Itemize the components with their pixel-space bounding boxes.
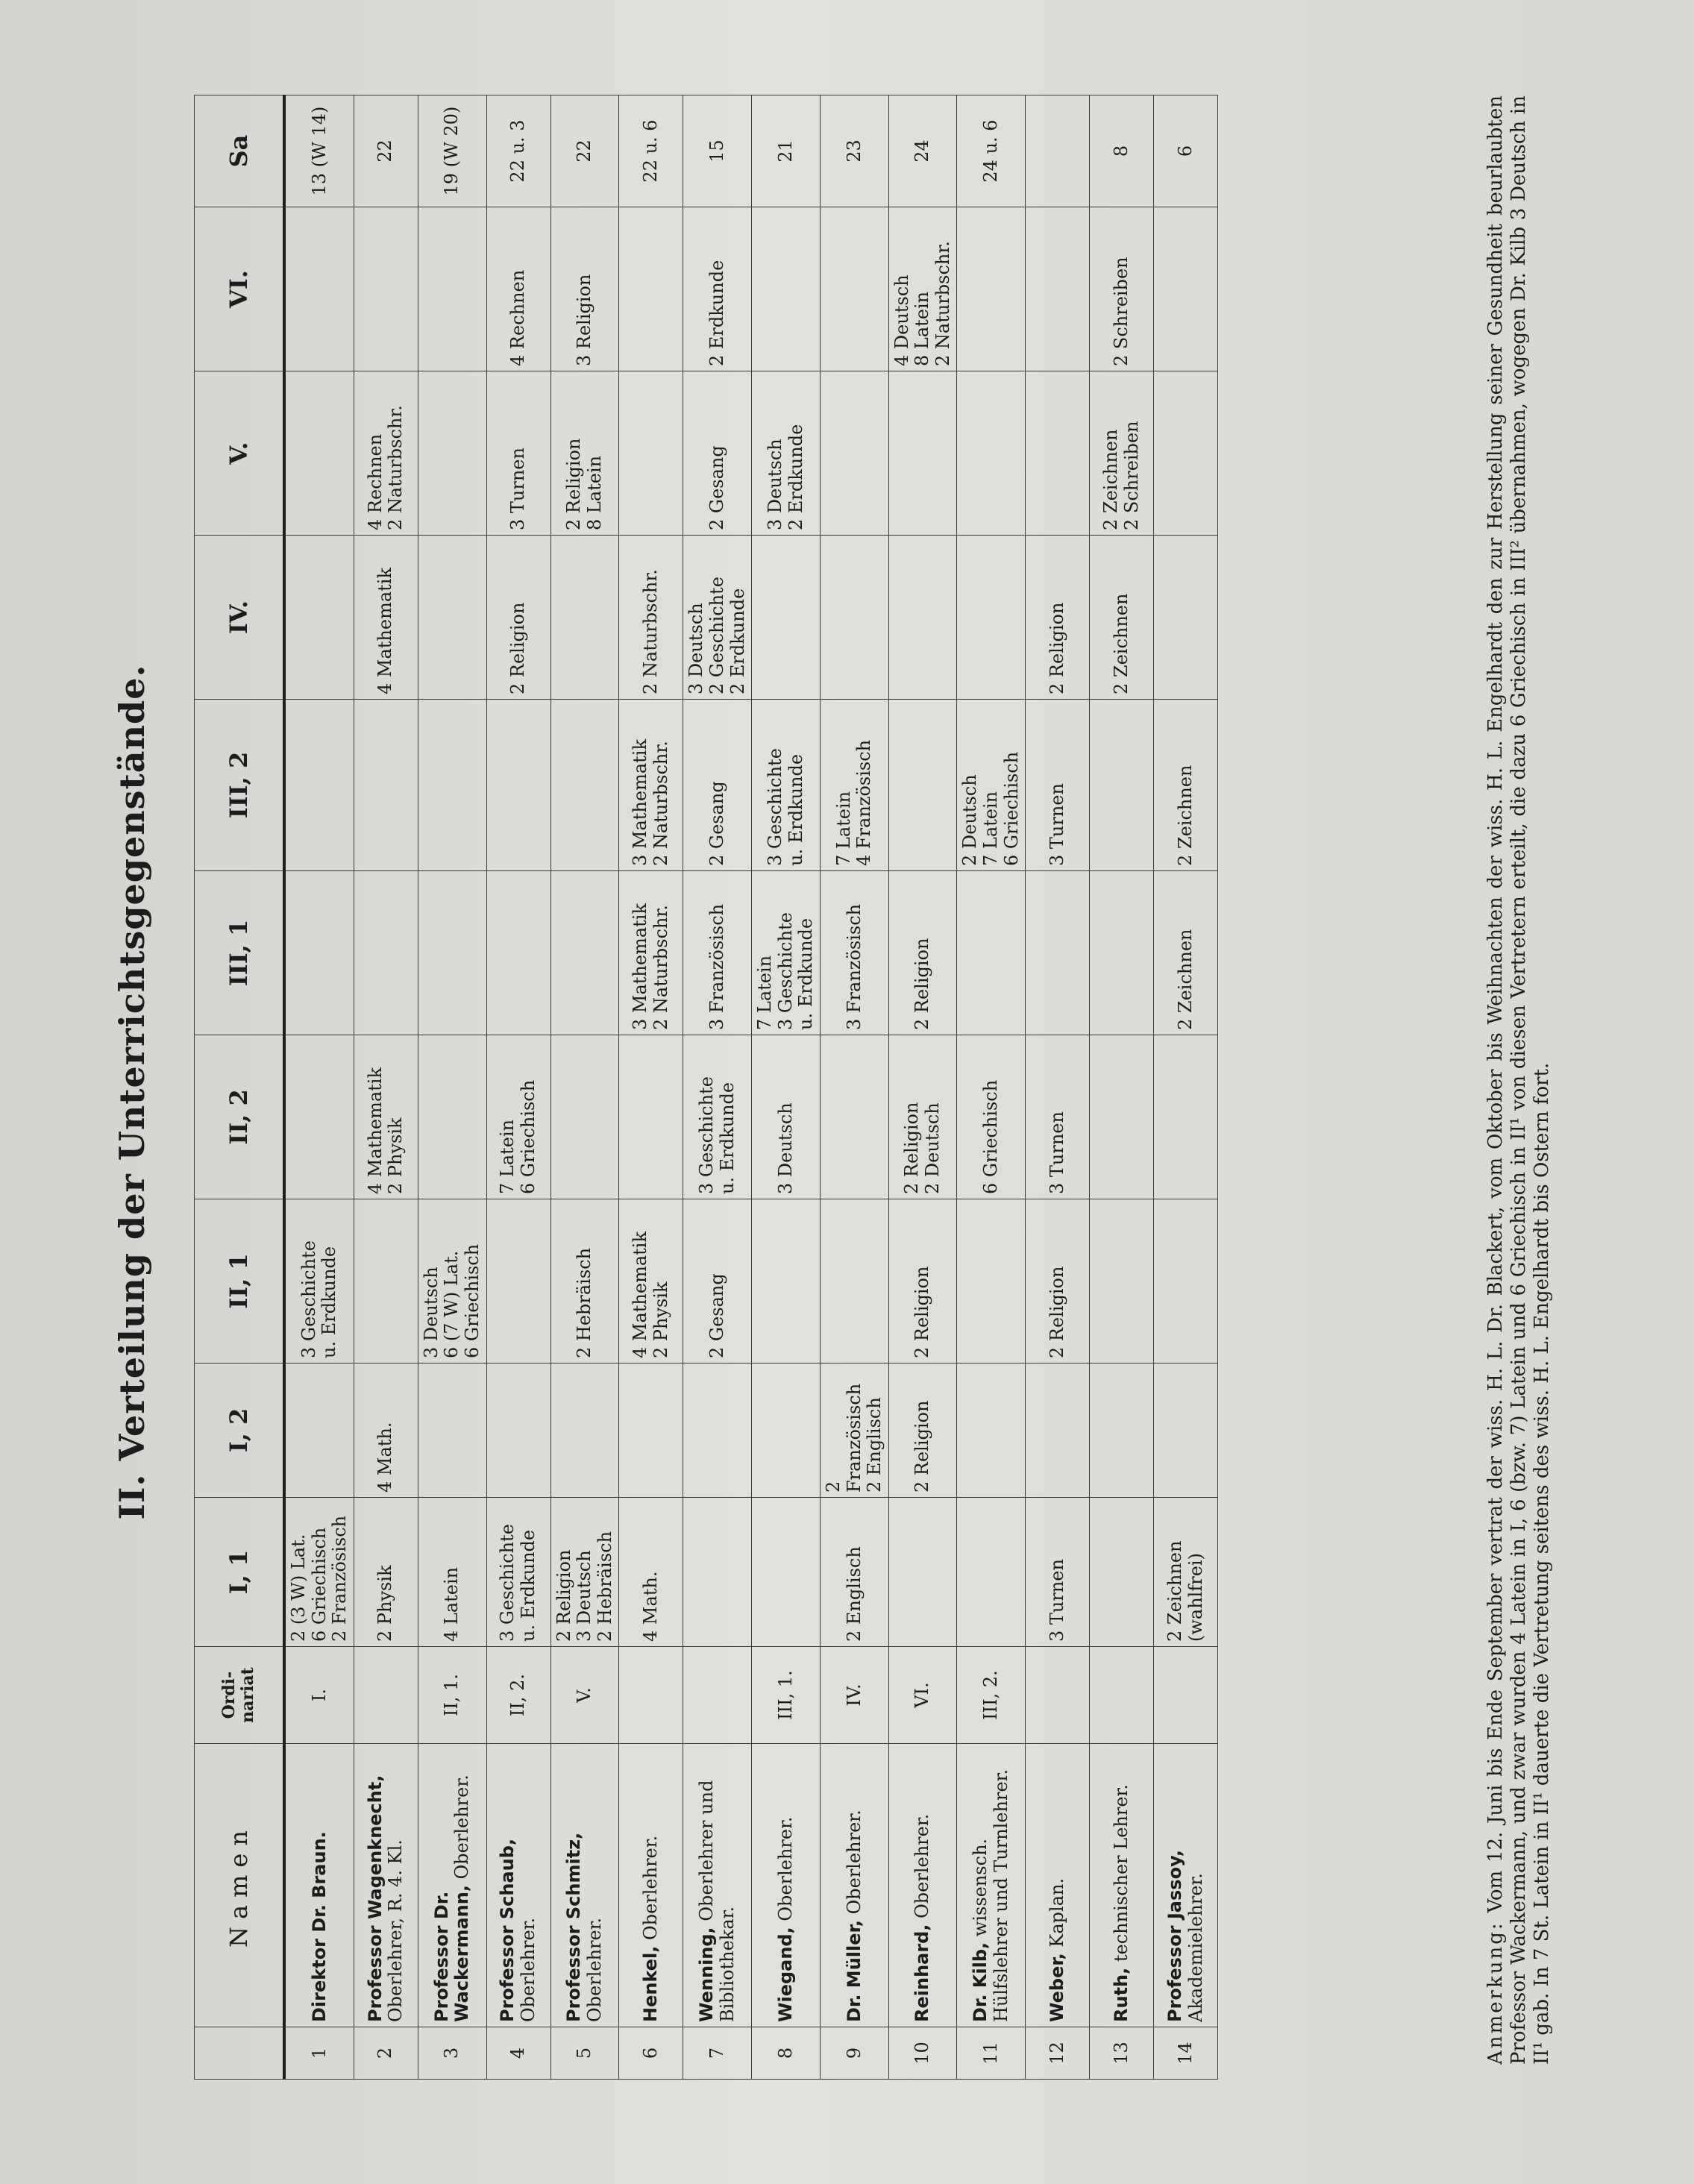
teacher-title: technischer Lehrer.	[1110, 1783, 1132, 1962]
subject-cell	[1154, 536, 1218, 700]
subject-cell	[1026, 1364, 1090, 1498]
subject-cell: 2 Französisch 2 Englisch	[820, 1364, 888, 1498]
row-number: 9	[820, 2027, 888, 2080]
subject-cell	[619, 207, 683, 371]
ordinariat-cell: I.	[284, 1647, 354, 1744]
subject-cell	[418, 536, 486, 700]
table-row	[486, 95, 550, 2080]
table-row	[418, 95, 486, 2080]
header-nr	[195, 2027, 285, 2080]
teacher-name-bold: Professor Schmitz,	[563, 1832, 585, 2022]
subject-cell	[284, 207, 354, 371]
teacher-name	[820, 1744, 888, 2027]
subject-cell	[418, 207, 486, 371]
distribution-table-wrapper	[194, 95, 1218, 2080]
ordinariat-cell: VI.	[888, 1647, 957, 1744]
subject-cell: 3 Deutsch 6 (7 W) Lat. 6 Griechisch	[418, 1199, 486, 1364]
teacher-title: wissensch. Hülfslehrer und Turnlehrer.	[970, 1769, 1011, 2022]
subject-cell	[619, 371, 683, 536]
table-row	[354, 95, 418, 2080]
subject-cell	[486, 700, 550, 871]
subject-cell: 3 Französisch	[820, 871, 888, 1035]
teacher-title: Akademielehrer.	[1185, 1873, 1206, 2022]
header-ordinariat: Ordi- nariat	[195, 1647, 285, 1744]
teacher-name	[418, 1744, 486, 2027]
teacher-name	[486, 1744, 550, 2027]
teacher-name-bold: Professor Schaub,	[497, 1838, 518, 2022]
subject-cell: 2 Gesang	[683, 371, 752, 536]
subject-cell	[486, 1364, 550, 1498]
subject-cell: 2 Religion	[888, 871, 957, 1035]
sum-cell: 22	[354, 95, 418, 207]
sum-cell: 8	[1090, 95, 1154, 207]
subject-cell	[957, 871, 1026, 1035]
ordinariat-cell	[354, 1647, 418, 1744]
subject-cell	[619, 1035, 683, 1199]
subject-cell: 3 Geschichte u. Erdkunde	[752, 700, 821, 871]
subject-cell: 3 Geschichte u. Erdkunde	[486, 1498, 550, 1647]
subject-cell: 2 Gesang	[683, 1199, 752, 1364]
subject-cell	[1154, 1035, 1218, 1199]
subject-cell	[820, 536, 888, 700]
ordinariat-cell: III, 1.	[752, 1647, 821, 1744]
subject-cell	[418, 700, 486, 871]
subject-cell	[418, 371, 486, 536]
row-number: 1	[284, 2027, 354, 2080]
teacher-name	[888, 1744, 957, 2027]
teacher-name-bold: Professor Jassoy,	[1164, 1850, 1186, 2022]
row-number: 11	[957, 2027, 1026, 2080]
subject-cell	[418, 871, 486, 1035]
ordinariat-cell: IV.	[820, 1647, 888, 1744]
subject-cell	[1154, 207, 1218, 371]
sum-cell: 21	[752, 95, 821, 207]
teacher-name-bold: Professor Wagenknecht,	[364, 1775, 386, 2022]
subject-cell	[1154, 1364, 1218, 1498]
table-row	[888, 95, 957, 2080]
subject-cell	[820, 1199, 888, 1364]
teacher-title: Oberlehrer.	[583, 1917, 605, 2022]
subject-cell	[752, 1364, 821, 1498]
teacher-name-bold: Weber,	[1046, 1953, 1067, 2022]
teacher-title: Oberlehrer und Bibliothekar.	[696, 1780, 738, 2022]
teacher-title: Oberlehrer.	[451, 1775, 473, 1880]
subject-cell: 2 Religion	[486, 536, 550, 700]
subject-cell: 2 Zeichnen 2 Schreiben	[1090, 371, 1154, 536]
subject-cell: 4 Math.	[354, 1364, 418, 1498]
subject-cell	[354, 871, 418, 1035]
row-number: 2	[354, 2027, 418, 2080]
subject-cell	[619, 1364, 683, 1498]
subject-cell	[888, 371, 957, 536]
subject-cell	[418, 1035, 486, 1199]
teacher-name	[1154, 1744, 1218, 2027]
footnote	[1484, 95, 1555, 2065]
table-row	[752, 95, 821, 2080]
teacher-title: Oberlehrer.	[640, 1835, 662, 1940]
subject-cell	[752, 1498, 821, 1647]
subject-cell	[1090, 1364, 1154, 1498]
teacher-title: Oberlehrer.	[912, 1813, 933, 1918]
subject-cell: 2 Hebräisch	[550, 1199, 619, 1364]
subject-cell: 4 Latein	[418, 1498, 486, 1647]
ordinariat-cell	[683, 1647, 752, 1744]
subject-cell	[1090, 1035, 1154, 1199]
subject-cell	[354, 1199, 418, 1364]
subject-cell	[957, 536, 1026, 700]
subject-cell: 2 Zeichnen	[1154, 871, 1218, 1035]
header-ii1: II, 1	[195, 1199, 285, 1364]
subject-cell: 3 Französisch	[683, 871, 752, 1035]
table-row	[619, 95, 683, 2080]
subject-cell: 3 Deutsch 2 Geschichte 2 Erdkunde	[683, 536, 752, 700]
row-number: 5	[550, 2027, 619, 2080]
footnote-label: Anmerkung:	[1484, 1921, 1507, 2065]
header-iii2: III, 2	[195, 700, 285, 871]
row-number: 13	[1090, 2027, 1154, 2080]
subject-cell	[550, 871, 619, 1035]
row-number: 12	[1026, 2027, 1090, 2080]
table-row	[820, 95, 888, 2080]
subject-cell	[1090, 1199, 1154, 1364]
row-number: 14	[1154, 2027, 1218, 2080]
subject-cell	[957, 371, 1026, 536]
subject-cell: 4 Math.	[619, 1498, 683, 1647]
ordinariat-cell	[1026, 1647, 1090, 1744]
sum-cell: 23	[820, 95, 888, 207]
teacher-name-bold: Dr. Kilb,	[970, 1942, 991, 2022]
subject-cell	[888, 700, 957, 871]
sum-cell: 24 u. 6	[957, 95, 1026, 207]
subject-cell: 4 Deutsch 8 Latein 2 Naturbschr.	[888, 207, 957, 371]
subject-cell: 4 Mathematik	[354, 536, 418, 700]
subject-cell: 2 Zeichnen (wahlfrei)	[1154, 1498, 1218, 1647]
subject-cell: 2 Gesang	[683, 700, 752, 871]
ordinariat-cell: III, 2.	[957, 1647, 1026, 1744]
subject-cell	[1026, 371, 1090, 536]
subject-cell	[486, 871, 550, 1035]
teacher-name-bold: Henkel,	[640, 1945, 662, 2022]
subject-cell: 2 Zeichnen	[1154, 700, 1218, 871]
header-iii1: III, 1	[195, 871, 285, 1035]
subject-cell	[284, 871, 354, 1035]
header-row	[195, 95, 285, 2080]
table-row	[1154, 95, 1218, 2080]
row-number: 7	[683, 2027, 752, 2080]
subject-cell: 3 Mathematik 2 Naturbschr.	[619, 871, 683, 1035]
subject-cell	[284, 536, 354, 700]
teacher-title: Oberlehrer.	[518, 1917, 539, 2022]
teacher-title: Kaplan.	[1046, 1877, 1067, 1948]
row-number: 6	[619, 2027, 683, 2080]
header-namen: Namen	[195, 1744, 285, 2027]
subject-cell: 2 Religion	[1026, 536, 1090, 700]
subject-cell: 6 Griechisch	[957, 1035, 1026, 1199]
row-number: 4	[486, 2027, 550, 2080]
subject-cell	[957, 1364, 1026, 1498]
teacher-name	[284, 1744, 354, 2027]
teacher-name-bold: Wenning,	[696, 1927, 718, 2022]
teacher-name-bold: Reinhard,	[912, 1924, 933, 2022]
subject-cell	[957, 1199, 1026, 1364]
subject-cell	[683, 1364, 752, 1498]
subject-cell: 3 Turnen	[1026, 1498, 1090, 1647]
subject-cell	[284, 1035, 354, 1199]
subject-cell	[683, 1498, 752, 1647]
subject-cell: 3 Mathematik 2 Naturbschr.	[619, 700, 683, 871]
subject-cell	[1090, 871, 1154, 1035]
teacher-title: Oberlehrer.	[774, 1816, 796, 1921]
subject-cell: 2 Erdkunde	[683, 207, 752, 371]
subject-cell: 2 Englisch	[820, 1498, 888, 1647]
subject-cell: 3 Turnen	[486, 371, 550, 536]
subject-cell: 3 Geschichte u. Erdkunde	[284, 1199, 354, 1364]
teacher-name	[1026, 1744, 1090, 2027]
row-number: 10	[888, 2027, 957, 2080]
subject-cell: 2 Physik	[354, 1498, 418, 1647]
subject-cell: 7 Latein 6 Griechisch	[486, 1035, 550, 1199]
sum-cell: 22 u. 3	[486, 95, 550, 207]
subject-cell	[888, 536, 957, 700]
distribution-table	[194, 95, 1218, 2080]
table-row	[550, 95, 619, 2080]
row-number: 3	[418, 2027, 486, 2080]
subject-cell: 3 Religion	[550, 207, 619, 371]
subject-cell	[1026, 207, 1090, 371]
ordinariat-cell: II, 1.	[418, 1647, 486, 1744]
subject-cell: 3 Turnen	[1026, 700, 1090, 871]
subject-cell: 7 Latein 4 Französisch	[820, 700, 888, 871]
subject-cell	[284, 1364, 354, 1498]
subject-cell	[550, 1364, 619, 1498]
footnote-text: Vom 12. Juni bis Ende September vertrat der wiss. H. L. Dr. Blackert, vom Oktober bis Weihnachten der wiss. H. L. Engelhardt den zur Herstellung seiner Gesundheit beurlaubten Professor Wackermann, und zwar wurden 4 Latein in I, 6 (bzw. 7) Latein und 6 Griechisch in II¹ von diesen Vertretern erteilt, die dazu 6 Griechisch in III² übernahmen, wogegen Dr. Kilb 3 Deutsch in II¹ gab. In 7 St. Latein in II¹ dauerte die Vertretung seitens des wiss. H. L. Engelhardt bis Ostern fort.	[1484, 95, 1554, 2065]
header-v: V.	[195, 371, 285, 536]
subject-cell: 4 Mathematik 2 Physik	[619, 1199, 683, 1364]
sum-cell	[1026, 95, 1090, 207]
subject-cell	[418, 1364, 486, 1498]
subject-cell	[888, 1498, 957, 1647]
row-number: 8	[752, 2027, 821, 2080]
teacher-name-bold: Dr. Müller,	[843, 1920, 865, 2022]
teacher-name	[683, 1744, 752, 2027]
subject-cell: 3 Turnen	[1026, 1035, 1090, 1199]
table-row	[683, 95, 752, 2080]
header-sa: Sa	[195, 95, 285, 207]
ordinariat-cell	[1154, 1647, 1218, 1744]
teacher-name	[354, 1744, 418, 2027]
table-body	[284, 95, 1218, 2080]
subject-cell: 2 Naturbschr.	[619, 536, 683, 700]
teacher-name-bold: Ruth,	[1110, 1967, 1132, 2022]
sum-cell: 19 (W 20)	[418, 95, 486, 207]
subject-cell: 2 Religion 8 Latein	[550, 371, 619, 536]
subject-cell	[820, 371, 888, 536]
teacher-name-bold: Direktor Dr. Braun.	[308, 1831, 330, 2022]
subject-cell	[284, 371, 354, 536]
subject-cell	[820, 1035, 888, 1199]
subject-cell	[752, 1199, 821, 1364]
subject-cell: 3 Deutsch	[752, 1035, 821, 1199]
table-row	[1026, 95, 1090, 2080]
subject-cell: 7 Latein 3 Geschichte u. Erdkunde	[752, 871, 821, 1035]
ordinariat-cell	[1090, 1647, 1154, 1744]
teacher-title: Oberlehrer.	[843, 1810, 865, 1915]
table-row	[1090, 95, 1154, 2080]
subject-cell	[550, 700, 619, 871]
subject-cell	[1026, 871, 1090, 1035]
table-row	[284, 95, 354, 2080]
subject-cell: 2 Religion	[888, 1364, 957, 1498]
teacher-name	[1090, 1744, 1154, 2027]
header-iv: IV.	[195, 536, 285, 700]
subject-cell: 2 Religion	[1026, 1199, 1090, 1364]
header-i1: I, 1	[195, 1498, 285, 1647]
sum-cell: 15	[683, 95, 752, 207]
page-title: II. Verteilung der Unterrichtsgegenstände.	[112, 664, 152, 1520]
subject-cell	[354, 700, 418, 871]
subject-cell	[752, 536, 821, 700]
subject-cell	[486, 1199, 550, 1364]
teacher-title: Oberlehrer, R. 4. Kl.	[385, 1839, 407, 2022]
ordinariat-cell: II, 2.	[486, 1647, 550, 1744]
subject-cell	[550, 536, 619, 700]
teacher-name	[619, 1744, 683, 2027]
subject-cell: 2 (3 W) Lat. 6 Griechisch 2 Französisch	[284, 1498, 354, 1647]
teacher-name	[550, 1744, 619, 2027]
subject-cell	[752, 207, 821, 371]
subject-cell: 2 Religion 2 Deutsch	[888, 1035, 957, 1199]
ordinariat-cell	[619, 1647, 683, 1744]
teacher-name-bold: Wiegand,	[774, 1927, 796, 2022]
header-i2: I, 2	[195, 1364, 285, 1498]
table-row	[957, 95, 1026, 2080]
sum-cell: 24	[888, 95, 957, 207]
teacher-name	[752, 1744, 821, 2027]
sum-cell: 6	[1154, 95, 1218, 207]
subject-cell	[1154, 371, 1218, 536]
subject-cell	[354, 207, 418, 371]
subject-cell	[1090, 1498, 1154, 1647]
header-ii2: II, 2	[195, 1035, 285, 1199]
sum-cell: 22	[550, 95, 619, 207]
subject-cell	[284, 700, 354, 871]
subject-cell: 2 Deutsch 7 Latein 6 Griechisch	[957, 700, 1026, 871]
subject-cell	[1090, 700, 1154, 871]
subject-cell	[550, 1035, 619, 1199]
subject-cell: 2 Zeichnen	[1090, 536, 1154, 700]
subject-cell: 4 Rechnen 2 Naturbschr.	[354, 371, 418, 536]
subject-cell: 2 Religion 3 Deutsch 2 Hebräisch	[550, 1498, 619, 1647]
subject-cell	[957, 1498, 1026, 1647]
subject-cell	[1154, 1199, 1218, 1364]
subject-cell	[820, 207, 888, 371]
subject-cell: 2 Religion	[888, 1199, 957, 1364]
ordinariat-cell: V.	[550, 1647, 619, 1744]
subject-cell: 4 Mathematik 2 Physik	[354, 1035, 418, 1199]
teacher-name-bold: Professor Dr. Wackermann,	[430, 1885, 473, 2022]
sum-cell: 22 u. 6	[619, 95, 683, 207]
sum-cell: 13 (W 14)	[284, 95, 354, 207]
header-vi: VI.	[195, 207, 285, 371]
subject-cell: 3 Geschichte u. Erdkunde	[683, 1035, 752, 1199]
subject-cell: 3 Deutsch 2 Erdkunde	[752, 371, 821, 536]
subject-cell	[957, 207, 1026, 371]
subject-cell: 4 Rechnen	[486, 207, 550, 371]
subject-cell: 2 Schreiben	[1090, 207, 1154, 371]
teacher-name	[957, 1744, 1026, 2027]
